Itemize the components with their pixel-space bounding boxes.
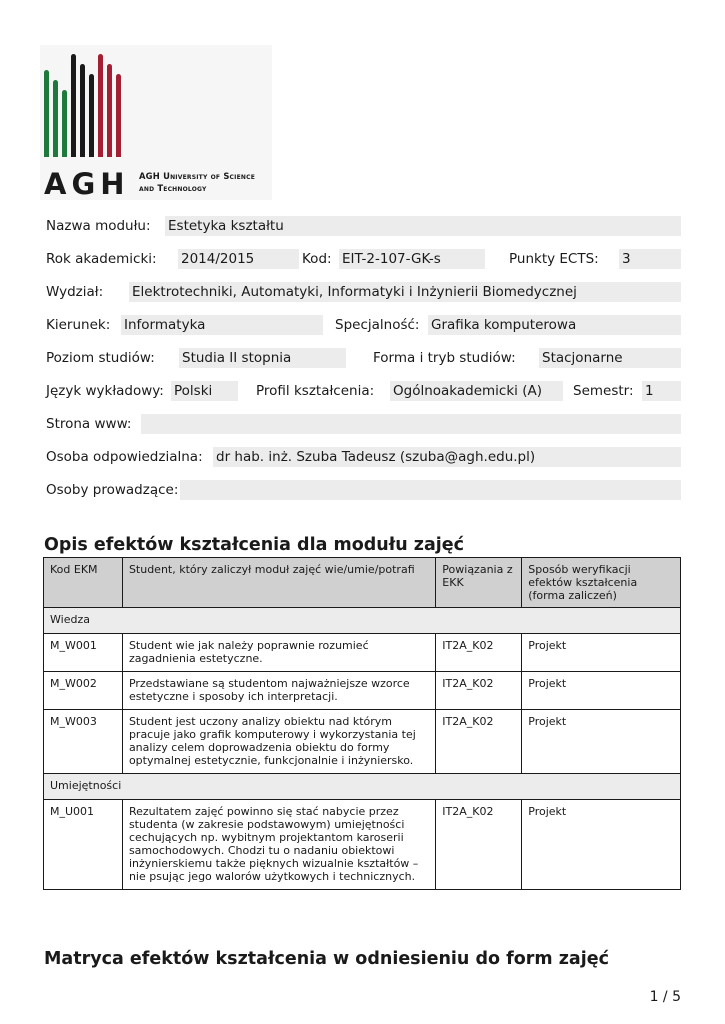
study-level-field: Studia II stopnia [179, 348, 346, 368]
section-row-umiejetnosci [44, 774, 681, 800]
cell-verification: Projekt [522, 672, 681, 710]
section-title-matrix: Matryca efektów kształcenia w odniesieniu do form zajęć [44, 949, 609, 969]
instructors-field [180, 480, 681, 500]
profile-label: Profil kształcenia: [256, 383, 375, 399]
website-field [141, 414, 681, 434]
cell-verification: Projekt [522, 800, 681, 890]
logo-bar [53, 80, 58, 157]
header-code: Kod EKM [44, 558, 123, 608]
language-label: Język wykładowy: [46, 383, 164, 399]
field-of-study-field: Informatyka [121, 315, 323, 335]
section-row-wiedza [44, 608, 681, 634]
study-form-label: Forma i tryb studiów: [373, 350, 516, 366]
ects-field: 3 [619, 249, 681, 269]
cell-verification: Projekt [522, 710, 681, 774]
logo-university-name [139, 170, 255, 194]
header-verification: Sposób weryfikacji efektów kształcenia (forma zaliczeń) [522, 558, 681, 608]
agh-logo [40, 45, 272, 200]
module-name-label: Nazwa modułu: [46, 218, 151, 234]
responsible-person-field: dr hab. inż. Szuba Tadeusz (szuba@agh.edu.pl) [213, 447, 681, 467]
specialization-label: Specjalność: [335, 317, 420, 333]
instructors-label: Osoby prowadzące: [46, 482, 179, 498]
academic-year-label: Rok akademicki: [46, 251, 157, 267]
responsible-person-label: Osoba odpowiedzialna: [46, 449, 203, 465]
logo-bar [80, 64, 85, 157]
semester-field: 1 [642, 381, 681, 401]
section-title-learning-outcomes: Opis efektów kształcenia dla modułu zajęć [44, 535, 465, 555]
table-row [44, 634, 681, 672]
profile-field: Ogólnoakademicki (A) [390, 381, 563, 401]
logo-line-2: and Technology [139, 183, 207, 193]
cell-code: M_U001 [44, 800, 123, 890]
logo-bar [89, 74, 94, 157]
cell-relations: IT2A_K02 [436, 672, 522, 710]
section-label-wiedza: Wiedza [44, 608, 681, 634]
cell-description: Przedstawiane są studentom najważniejsze wzorce estetyczne i sposoby ich interpretacji. [122, 672, 435, 710]
language-field: Polski [171, 381, 238, 401]
cell-verification: Projekt [522, 634, 681, 672]
website-label: Strona www: [46, 416, 132, 432]
ects-label: Punkty ECTS: [509, 251, 599, 267]
code-field: EIT-2-107-GK-s [339, 249, 485, 269]
table-header-row [44, 558, 681, 608]
module-name-field: Estetyka kształtu [165, 216, 681, 236]
table-row [44, 800, 681, 890]
section-label-umiejetnosci: Umiejętności [44, 774, 681, 800]
cell-code: M_W003 [44, 710, 123, 774]
logo-bar [107, 64, 112, 157]
cell-relations: IT2A_K02 [436, 710, 522, 774]
specialization-field: Grafika komputerowa [428, 315, 681, 335]
cell-code: M_W001 [44, 634, 123, 672]
faculty-field: Elektrotechniki, Automatyki, Informatyki i Inżynierii Biomedycznej [129, 282, 681, 302]
logo-bar [98, 54, 103, 157]
page-number: 1 / 5 [649, 989, 681, 1005]
study-level-label: Poziom studiów: [46, 350, 155, 366]
faculty-label: Wydział: [46, 284, 104, 300]
field-of-study-label: Kierunek: [46, 317, 111, 333]
learning-outcomes-table [43, 557, 681, 890]
logo-bar [116, 74, 121, 157]
cell-description: Rezultatem zajęć powinno się stać nabycie przez studenta (w zakresie podstawowym) umiejętności cechujących np. wybitnym projektantom karoserii samochodowych. Chodzi tu o nadaniu obiektowi inżynierskiemu także pięknych wizualnie kształtów – nie psując jego walorów użytkowych i technicznych. [122, 800, 435, 890]
table-row [44, 710, 681, 774]
study-form-field: Stacjonarne [539, 348, 681, 368]
table-row [44, 672, 681, 710]
cell-description: Student jest uczony analizy obiektu nad którym pracuje jako grafik komputerowy i wykorzystania tej analizy celem doprowadzenia obiektu do formy optymalnej estetycznie, funkcjonalnie i inżyniersko. [122, 710, 435, 774]
logo-line-1: AGH University of Science [139, 171, 256, 181]
code-label: Kod: [302, 251, 332, 267]
header-relations: Powiązania z EKK [436, 558, 522, 608]
logo-bar [71, 54, 76, 157]
academic-year-field: 2014/2015 [178, 249, 299, 269]
cell-description: Student wie jak należy poprawnie rozumieć zagadnienia estetyczne. [122, 634, 435, 672]
logo-bar [44, 70, 49, 157]
cell-relations: IT2A_K02 [436, 634, 522, 672]
cell-code: M_W002 [44, 672, 123, 710]
semester-label: Semestr: [573, 383, 634, 399]
logo-wordmark: AGH [44, 167, 130, 201]
cell-relations: IT2A_K02 [436, 800, 522, 890]
header-description: Student, który zaliczył moduł zajęć wie/umie/potrafi [122, 558, 435, 608]
logo-bar [62, 90, 67, 157]
